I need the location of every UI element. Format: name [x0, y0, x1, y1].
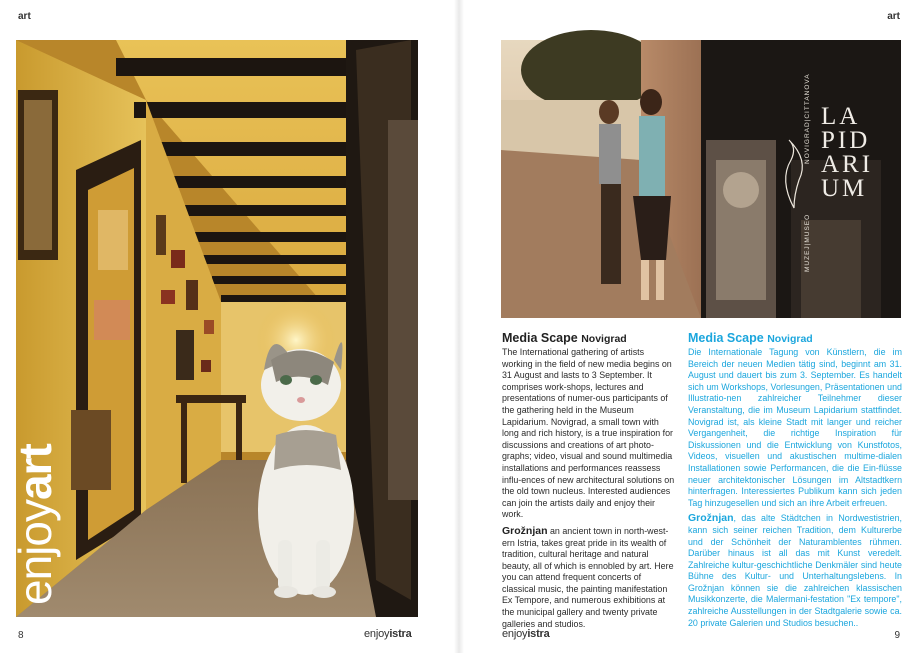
article-en	[502, 331, 676, 630]
article-en-heading-title: Media Scape	[502, 331, 578, 345]
article-en-section2-lead: Grožnjan	[502, 524, 548, 537]
lapidarium-photo	[501, 40, 901, 318]
title-bold: art	[9, 444, 61, 501]
brand-right	[502, 628, 550, 640]
article-de-heading-place: Novigrad	[767, 333, 813, 345]
page-gutter	[454, 0, 464, 653]
sign-line-3: ARI	[821, 151, 874, 178]
sign-line-2: PID	[821, 127, 871, 154]
cat-gallery-photo	[9, 40, 418, 617]
enjoy-art-title	[9, 444, 61, 605]
article-de-section2-body: , das alte Städtchen in Nordwestistrien, kann sich seiner reichen Tradition, dem Kulturerbe und der Schönheit der Naturamblentes rühmen. Darüber hinaus ist all das mit Kunst veredelt. Zahlreiche kultur-geschichtliche Denkmäler sind heute Bühne des Kultur- und Unterhaltungslebens. In Grožnjan können sie die zahlreichen klassischen Musikkonzerte, die Malermani-festation "Ex tempore", zahlreiche Ausstellungen in der Stadtgalerie sowie ca. 20 private Galerien und Studios besuchen..	[688, 513, 902, 628]
sign-vertical-bottom: MUZEJ|MUSEO	[804, 213, 811, 272]
article-de	[688, 331, 902, 629]
article-en-heading	[502, 331, 676, 347]
section-label-right: art	[887, 11, 900, 22]
article-de-section2-lead: Grožnjan	[688, 512, 734, 525]
sign-line-4: UM	[821, 175, 868, 202]
article-de-body: Die Internationale Tagung von Künstlern, die im Bereich der neuen Medien tätig sind, beginnt am 31. August und dauert bis zum 3. September. Es handelt sich um Workshops, Vorlesungen, Präsentationen und Illustratio-nen zahlreicher Teilnehmer dieser Veranstaltung, die im Museum Lapidarium stattfindet. Novigrad ist, als kleine Stadt mit langer und reicher Vergangenheit, die richtige Inspiration für Diskussionen und die Entwicklung von Kunstfotos, Videos, visuellen und akustischen multime-dialen Installationen sowie Performancen, die die Ein-flüsse neuer architektonischer Lösungen im Altstadtkern hinterfragen. Interessiertes Publikum kann sich jeden Tag hinzugesellen und sich an ihre Arbeit erfreuen.	[688, 347, 902, 508]
page-number-left: 8	[18, 630, 24, 641]
article-de-heading-title: Media Scape	[688, 331, 764, 345]
brand-left-bold: istra	[389, 628, 412, 640]
article-en-heading-place: Novigrad	[581, 333, 627, 345]
page-number-right: 9	[894, 630, 900, 641]
article-en-body: The International gathering of artists working in the field of new media begins on 31 August and lasts to 3 September. It comprises work-shops, lectures and presentations of numer-ous participants of the gathering held in the Museum Lapidarium. Novigrad, a small town with long and rich history, is a true inspiration for discussions and creations of art photo-graphs; video, visual and sound multimedia installations and performances reassess influ-ences of new architectural solutions on the old town nucleus. Interested audiences can join the artists daily and enjoy their work.	[502, 347, 675, 520]
sign-flame-icon	[779, 140, 809, 210]
sign-line-1: LA	[821, 103, 861, 130]
title-light: enjoy	[9, 500, 61, 605]
brand-right-light: enjoy	[502, 628, 528, 640]
article-en-section2	[502, 526, 676, 630]
article-de-heading	[688, 331, 902, 347]
sign-vertical-top: NOVIGRAD|CITTANOVA	[804, 73, 811, 164]
section-label-left: art	[18, 11, 31, 22]
article-en-section2-body: an ancient town in north-west-ern Istria, takes great pride in its wealth of tradition, cultural heritage and natural beauty, all of which is ennobled by art. Here you can attend frequent concerts of classical music, the painting manifestation Ex Tempore, and numerous exhibitions at the municipal gallery and twenty private galleries and studios.	[502, 525, 674, 629]
article-de-section2	[688, 513, 902, 629]
brand-left-light: enjoy	[364, 628, 390, 640]
brand-right-bold: istra	[527, 628, 550, 640]
lapidarium-sign	[821, 105, 873, 201]
brand-left	[364, 628, 412, 640]
cat-in-gallery-photo-icon	[16, 40, 418, 617]
